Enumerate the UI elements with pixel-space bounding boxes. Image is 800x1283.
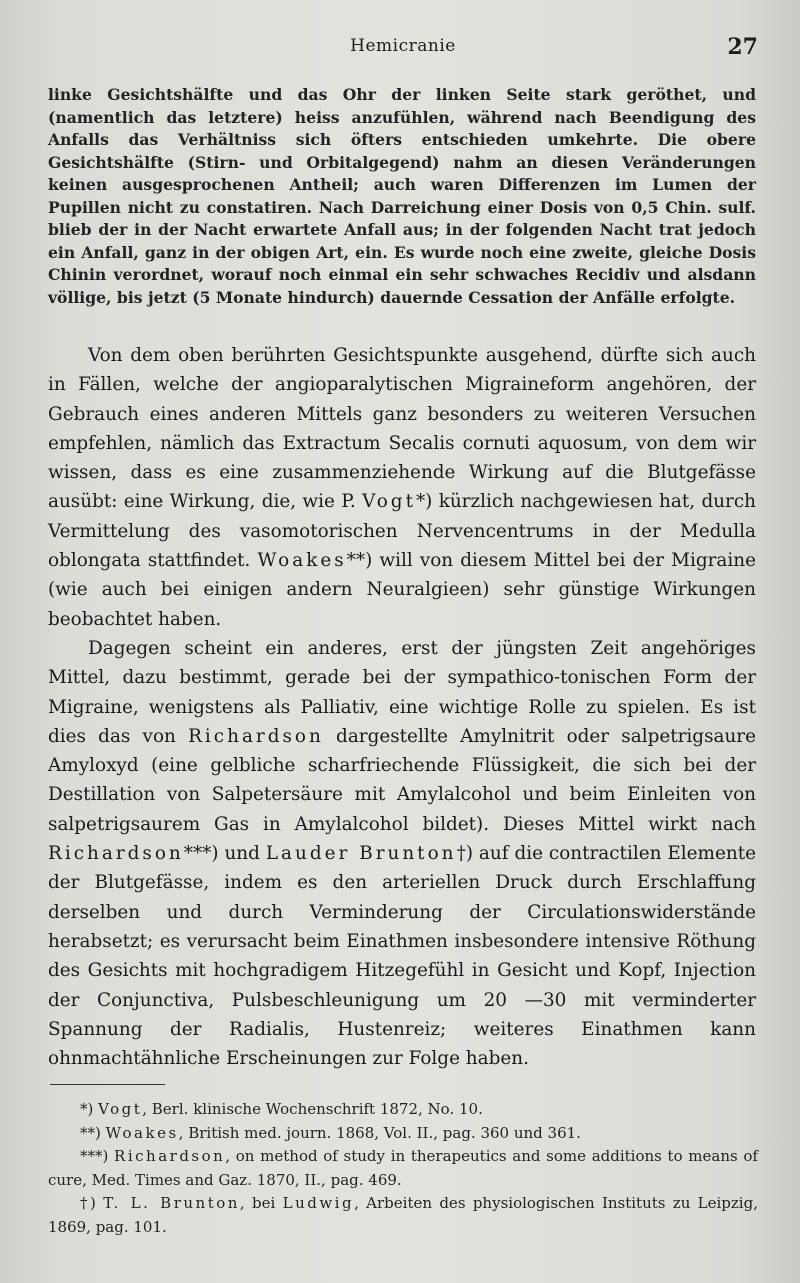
paragraph-1 [48,341,756,634]
footnote-2 [48,1122,758,1146]
footnote-author: Vogt [98,1100,143,1118]
author-name-richardson-1: Richardson [188,725,324,747]
paragraph-2-text-a: Dagegen scheint ein anderes, erst der jüngsten Zeit angehöriges Mittel, dazu bestimmt, gerade bei der sympathico-tonischen Form der Migraine, wenigstens als Palliativ, eine wichtige Rolle zu spielen. Es ist dies das von [48,637,756,747]
page-header [48,36,758,66]
footnote-author: Woakes [105,1123,179,1142]
paragraph-1-text-a: Von dem oben berührten Gesichtspunkte ausgehend, dürfte sich auch in Fällen, welche der angioparalytischen Migraineform angehören, der Gebrauch eines anderen Mittels ganz besonders zu weiteren Versuchen empfehlen, nämlich das Extractum Secalis cornuti aquosum, von dem wir wissen, dass es eine zusammenziehende Wirkung auf die Blutgefässe ausübt: eine Wirkung, die, wie P. [48,345,756,513]
author-name-richardson-2: Richardson [48,843,184,865]
footnote-1 [48,1098,758,1122]
paragraph-2-text-b: dargestellte Amylnitrit oder salpetrigsaure Amyloxyd (eine gelbliche scharfriechende Flüssigkeit, die sich bei der Destillation von Salpetersäure mit Amylalcohol und beim Einleiten von salpetrigsaurem Gas in Amylalcohol bildet). Dieses Mittel wirkt nach [48,725,756,835]
paragraph-2 [48,634,756,1073]
main-text [48,341,756,1073]
paragraph-1-text-b: *) kürzlich nachgewiesen hat, durch Vermittelung des vasomotorischen Nervencentrums in der Medulla oblongata stattfindet. [48,491,756,572]
paragraph-1-text-c: **) will von diesem Mittel bei der Migraine (wie auch bei einigen andern Neuralgieen) sehr günstige Wirkungen beobachtet haben. [48,550,756,630]
page-number: 27 [727,34,758,60]
footnote-mark: ***) [80,1147,115,1165]
paragraph-2-text-d: †) auf die contractilen Elemente der Blutgefässe, indem es den arteriellen Druck durch Erschlaffung derselben und durch Verminderung der Circulationswiderstände herabsetzt; es verursacht beim Einathmen insbesondere intensive Röthung des Gesichts mit hochgradigem Hitzegefühl in Gesicht und Kopf, Injection der Conjunctiva, Pulsbeschleunigung um 20 —30 mit verminderter Spannung der Radialis, Hustenreiz; weiteres Einathmen kann ohnmachtähnliche Erscheinungen zur Folge haben. [48,843,756,1070]
footnotes [48,1098,758,1239]
footnote-divider [50,1084,165,1085]
footnote-author: Richardson [114,1147,226,1165]
footnote-text: , bei [239,1194,283,1212]
author-name-lauder-brunton: Lauder Brunton [265,843,457,865]
footnote-text: , Arbeiten des physiologischen Instituts zu Leipzig, 1869, pag. 101. [48,1194,758,1236]
footnote-mark: †) [80,1194,104,1212]
footnote-author: Ludwig [282,1194,355,1212]
footnote-text: , on method of study in therapeutics and some additions to means of cure, Med. Times and Gaz. 1870, II., pag. 469. [48,1147,758,1189]
author-name-vogt: Vogt [362,491,416,513]
footnote-mark: **) [80,1123,106,1142]
running-title: Hemicranie [350,36,456,56]
footnote-text: , British med. journ. 1868, Vol. II., pag. 360 und 361. [178,1123,581,1142]
footnote-4 [48,1192,758,1239]
paragraph-2-text-c: ***) und [183,843,266,865]
intro-paragraph: linke Gesichtshälfte und das Ohr der linken Seite stark geröthet, und (namentlich das letztere) heiss anzufühlen, während nach Beendigung des Anfalls das Verhältniss sich öfters entschieden umkehrte. Die obere Gesichtshälfte (Stirn- und Orbitalgegend) nahm an diesen Veränderungen keinen ausgesprochenen Antheil; auch waren Differenzen im Lumen der Pupillen nicht zu constatiren. Nach Darreichung einer Dosis von 0,5 Chin. sulf. blieb der in der Nacht erwartete Anfall aus; in der folgenden Nacht trat jedoch ein Anfall, ganz in der obigen Art, ein. Es wurde noch eine zweite, gleiche Dosis Chinin verordnet, worauf noch einmal ein sehr schwaches Recidiv und alsdann völlige, bis jetzt (5 Monate hindurch) dauernde Cessation der Anfälle erfolgte. [48,85,756,307]
author-name-woakes: Woakes [257,550,347,572]
footnote-3 [48,1145,758,1192]
footnote-mark: *) [80,1100,99,1118]
footnote-text: , Berl. klinische Wochenschrift 1872, No. 10. [142,1100,483,1118]
footnote-author: T. L. Brunton [103,1194,240,1212]
